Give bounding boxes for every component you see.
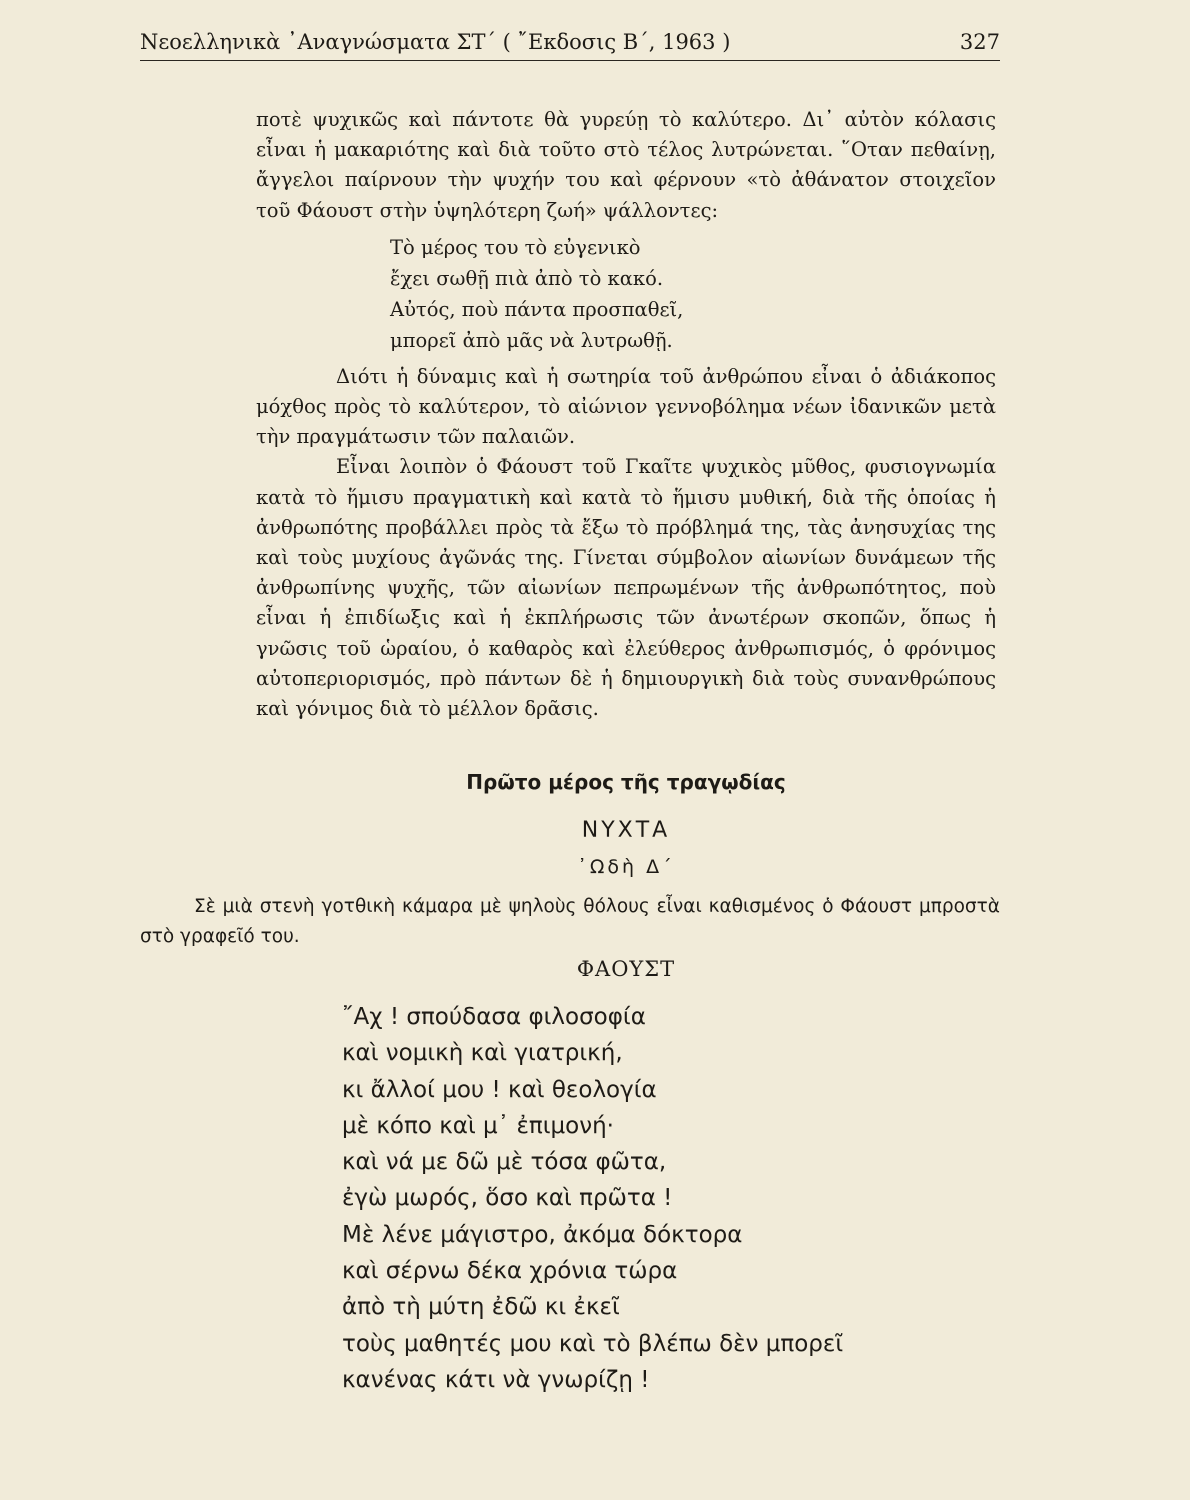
verse-line: ῎Αχ ! σπούδασα φιλοσοφία [342, 1004, 646, 1030]
verse-line: μπορεῖ ἀπὸ μᾶς νὰ λυτρωθῇ. [390, 328, 673, 352]
ode-label: ᾿Ωδὴ Δ΄ [577, 856, 675, 878]
verse-line: καὶ σέρνω δέκα χρόνια τώρα [342, 1258, 678, 1285]
paragraph-3: Εἶναι λοιπὸν ὁ Φάουστ τοῦ Γκαῖτε ψυχικὸς μῦθος, φυσιογνωμία κατὰ τὸ ἥμισυ πραγματικὴ καὶ κατὰ τὸ ἥμισυ μυθική, διὰ τῆς ὁποίας ἡ ἀνθρωπότης προβάλλει πρὸς τὰ ἔξω τὸ πρόβλημά της, τὰς ἀνησυχίας της καὶ τοὺς μυχίους ἀγῶνάς της. Γίνεται σύμβολον αἰωνίων δυνάμεων τῆς ἀνθρωπίνης ψυχῆς, τῶν αἰωνίων πεπρωμένων τῆς ἀνθρωπότητος, ποὺ εἶναι ἡ ἐπιδίωξις καὶ ἡ ἐκπλήρωσις τῶν ἀνωτέρων σκοπῶν, ὅπως ἡ γνῶσις τοῦ ὡραίου, ὁ καθαρὸς καὶ ἐλεύθερος ἀνθρωπισμός, ὁ φρόνιμος αὐτοπεριορισμός, πρὸ πάντων δὲ ἡ δημιουργικὴ διὰ τοὺς συνανθρώπους καὶ γόνιμος διὰ τὸ μέλλον δρᾶσις. [256, 455, 996, 721]
running-header [140, 30, 1000, 61]
verse-line: τοὺς μαθητές μου καὶ τὸ βλέπω δὲν μπορεῖ [342, 1330, 844, 1357]
verse-line: ἐγὼ μωρός, ὅσο καὶ πρῶτα ! [342, 1185, 673, 1212]
verse-line: ἔχει σωθῇ πιὰ ἀπὸ τὸ κακό. [390, 266, 664, 290]
stage-direction [140, 892, 1000, 952]
paragraph-1: ποτὲ ψυχικῶς καὶ πάντοτε θὰ γυρεύῃ τὸ καλύτερο. Δι᾿ αὐτὸν κόλασις εἶναι ἡ μακαριότης καὶ διὰ τοῦτο στὸ τέλος λυτρώνεται. ῞Οταν πεθαίνῃ, ἄγγελοι παίρνουν τὴν ψυχήν του καὶ φέρνουν «τὸ ἀθάνατον στοιχεῖον τοῦ Φάουστ στὴν ὑψηλότερη ζωή» ψάλλοντες: [256, 108, 996, 222]
verse-line: καὶ νά με δῶ μὲ τόσα φῶτα, [342, 1149, 667, 1176]
verse-line: κι ἄλλοί μου ! καὶ θεολογία [342, 1076, 657, 1103]
paragraph-2: Διότι ἡ δύναμις καὶ ἡ σωτηρία τοῦ ἀνθρώπου εἶναι ὁ ἀδιάκοπος μόχθος πρὸς τὸ καλύτερον, τὸ αἰώνιον γεννοβόλημα νέων ἰδανικῶν μετὰ τὴν πραγμάτωσιν τῶν παλαιῶν. [256, 364, 996, 449]
prose-body [256, 105, 996, 724]
verse-line: ἀπὸ τὴ μύτη ἐδῶ κι ἐκεῖ [342, 1294, 620, 1321]
verse-line: μὲ κόπο καὶ μ᾿ ἐπιμονή· [342, 1112, 614, 1139]
verse-line: καὶ νομικὴ καὶ γιατρική, [342, 1040, 623, 1067]
header-title: Νεοελληνικὰ ᾿Αναγνώσματα ΣΤ΄ ( ῎Εκδοσις Β΄, 1963 ) [140, 30, 731, 54]
scene-title: ΝΥΧΤΑ [581, 818, 671, 843]
verse-line: Αὐτός, ποὺ πάντα προσπαθεῖ, [390, 297, 684, 321]
speaker-name: ΦΑΟΥΣΤ [576, 957, 676, 981]
verse-line: κανένας κάτι νὰ γνωρίζῃ ! [342, 1366, 650, 1393]
verse-line: Τὸ μέρος του τὸ εὐγενικὸ [390, 235, 641, 259]
section-title: Πρῶτο μέρος τῆς τραγῳδίας [466, 770, 786, 794]
verse-quote [390, 232, 996, 356]
stage-direction-text: Σὲ μιὰ στενὴ γοτθικὴ κάμαρα μὲ ψηλοὺς θόλους εἶναι καθισμένος ὁ Φάουστ μπροστὰ στὸ γραφεῖό του. [140, 896, 1000, 947]
page-number: 327 [959, 30, 1000, 54]
faust-monologue [342, 999, 982, 1398]
verse-line: Μὲ λένε μάγιστρο, ἀκόμα δόκτορα [342, 1221, 743, 1248]
